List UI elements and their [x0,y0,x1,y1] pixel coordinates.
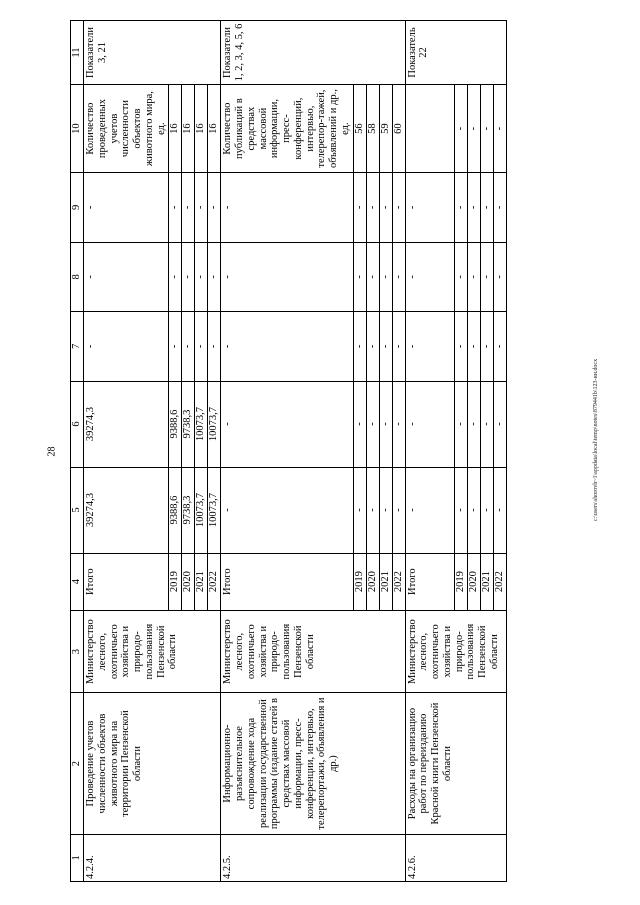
cell-c9: - [467,173,480,242]
cell-total: - [405,467,454,553]
cell-c6: - [379,381,392,467]
cell-c7: - [353,312,366,381]
cell-c7: - [493,312,506,381]
cell-c6: 10073,7 [208,381,221,467]
cell-c7: - [169,312,182,381]
cell-c10: 16 [195,85,208,173]
cell-c9: - [208,173,221,242]
cell-c10: 16 [169,85,182,173]
cell-period: Итого [84,553,169,610]
item-indicator-ref: Показатель 22 [405,21,506,85]
cell-year: 2022 [392,553,405,610]
cell-year: 2021 [379,553,392,610]
cell-c8: - [208,242,221,311]
cell-c10: - [454,85,467,173]
cell-c9: - [182,173,195,242]
cell-c9: - [353,173,366,242]
cell-c7: - [467,312,480,381]
item-number: 4.2.4. [84,834,221,881]
program-table [70,20,507,882]
header-cell: 5 [71,467,84,553]
cell-year: 2019 [353,553,366,610]
cell-c8: - [353,242,366,311]
header-cell: 11 [71,21,84,85]
cell-total: - [353,467,366,553]
cell-c10: 16 [182,85,195,173]
cell-c7: - [221,312,353,381]
cell-year: 2020 [182,553,195,610]
cell-c7: - [405,312,454,381]
cell-c8: - [405,242,454,311]
cell-c10: - [480,85,493,173]
cell-total: 9738,3 [182,467,195,553]
cell-indicator: Количество публикаций в средствах массовой информации, пресс-конференций, интервью, телерепор-тажей, объявлений и др., ед. [221,85,353,173]
cell-c6: 39274,3 [84,381,169,467]
cell-c9: - [169,173,182,242]
cell-c6: - [221,381,353,467]
table-row [221,21,353,882]
cell-total: 39274,3 [84,467,169,553]
cell-c6: 9388,6 [169,381,182,467]
footer-file-path: c:\users\shorovh~1\appdata\local\temp\notes\879441b\123-ии.docx [593,358,599,522]
cell-c10: 60 [392,85,405,173]
header-cell: 9 [71,173,84,242]
cell-c9: - [392,173,405,242]
header-row [71,21,84,882]
cell-c8: - [84,242,169,311]
cell-c9: - [366,173,379,242]
cell-total: - [221,467,353,553]
item-number: 4.2.6. [405,834,506,881]
header-cell: 1 [71,834,84,881]
cell-c9: - [379,173,392,242]
cell-c9: - [405,173,454,242]
cell-c7: - [208,312,221,381]
cell-period: Итого [405,553,454,610]
header-cell: 7 [71,312,84,381]
cell-c8: - [169,242,182,311]
page-number: 28 [46,446,58,457]
cell-c8: - [454,242,467,311]
cell-c10: 58 [366,85,379,173]
header-cell: 2 [71,693,84,834]
cell-c8: - [379,242,392,311]
cell-c6: - [353,381,366,467]
cell-c10: - [493,85,506,173]
cell-c7: - [392,312,405,381]
cell-c6: - [392,381,405,467]
header-cell: 10 [71,85,84,173]
cell-c6: - [454,381,467,467]
cell-c9: - [84,173,169,242]
cell-c7: - [366,312,379,381]
item-name: Информационно-разъяснительное сопровождение хода реализации государственной программы (издание статей в средствах массовой информации, пресс-конференции, интервью, телерепортажи, объявления и др.) [221,693,405,834]
item-indicator-ref: Показатели 3, 21 [84,21,221,85]
cell-c7: - [195,312,208,381]
cell-total: 10073,7 [195,467,208,553]
item-name: Проведение учетов численности объектов животного мира на территории Пензенской области [84,693,221,834]
cell-total: - [467,467,480,553]
cell-year: 2022 [208,553,221,610]
cell-year: 2021 [480,553,493,610]
cell-c10: - [467,85,480,173]
cell-c6: 9738,3 [182,381,195,467]
header-cell: 3 [71,610,84,693]
cell-total: - [480,467,493,553]
cell-c8: - [195,242,208,311]
cell-year: 2019 [169,553,182,610]
table-row [84,21,169,882]
cell-indicator [405,85,454,173]
cell-period: Итого [221,553,353,610]
cell-c8: - [182,242,195,311]
cell-indicator: Количество проведенных учетов численности объектов животного мира, ед. [84,85,169,173]
cell-total: 10073,7 [208,467,221,553]
cell-c7: - [480,312,493,381]
cell-c10: 59 [379,85,392,173]
item-number: 4.2.5. [221,834,405,881]
table-row [405,21,454,882]
header-cell: 6 [71,381,84,467]
header-cell: 4 [71,553,84,610]
cell-c8: - [493,242,506,311]
cell-c9: - [493,173,506,242]
cell-total: - [454,467,467,553]
cell-c10: 16 [208,85,221,173]
cell-c6: - [366,381,379,467]
cell-c8: - [392,242,405,311]
cell-c6: - [467,381,480,467]
cell-c8: - [480,242,493,311]
cell-c6: - [405,381,454,467]
cell-c8: - [467,242,480,311]
cell-year: 2020 [366,553,379,610]
cell-total: - [392,467,405,553]
cell-c8: - [221,242,353,311]
item-indicator-ref: Показатели 1, 2, 3, 4, 5, 6 [221,21,405,85]
item-executor: Министерство лесного, охотничьего хозяйства и природо-пользования Пензенской области [405,610,506,693]
cell-total: - [379,467,392,553]
cell-c6: - [493,381,506,467]
cell-year: 2022 [493,553,506,610]
cell-c6: - [480,381,493,467]
rotated-table-container [70,20,602,882]
cell-c9: - [454,173,467,242]
cell-year: 2021 [195,553,208,610]
item-executor: Министерство лесного, охотничьего хозяйства и природо-пользования Пензенской области [84,610,221,693]
cell-c7: - [454,312,467,381]
cell-c7: - [379,312,392,381]
cell-c8: - [366,242,379,311]
cell-c9: - [480,173,493,242]
cell-c9: - [195,173,208,242]
item-executor: Министерство лесного, охотничьего хозяйства и природо-пользования Пензенской области [221,610,405,693]
item-name: Расходы на организацию работ по переизданию Красной книги Пензенской области [405,693,506,834]
cell-total: 9388,6 [169,467,182,553]
cell-year: 2019 [454,553,467,610]
cell-total: - [493,467,506,553]
cell-c7: - [84,312,169,381]
cell-c6: 10073,7 [195,381,208,467]
table-body [71,21,507,882]
cell-c10: 56 [353,85,366,173]
cell-c9: - [221,173,353,242]
cell-total: - [366,467,379,553]
cell-c7: - [182,312,195,381]
cell-year: 2020 [467,553,480,610]
header-cell: 8 [71,242,84,311]
